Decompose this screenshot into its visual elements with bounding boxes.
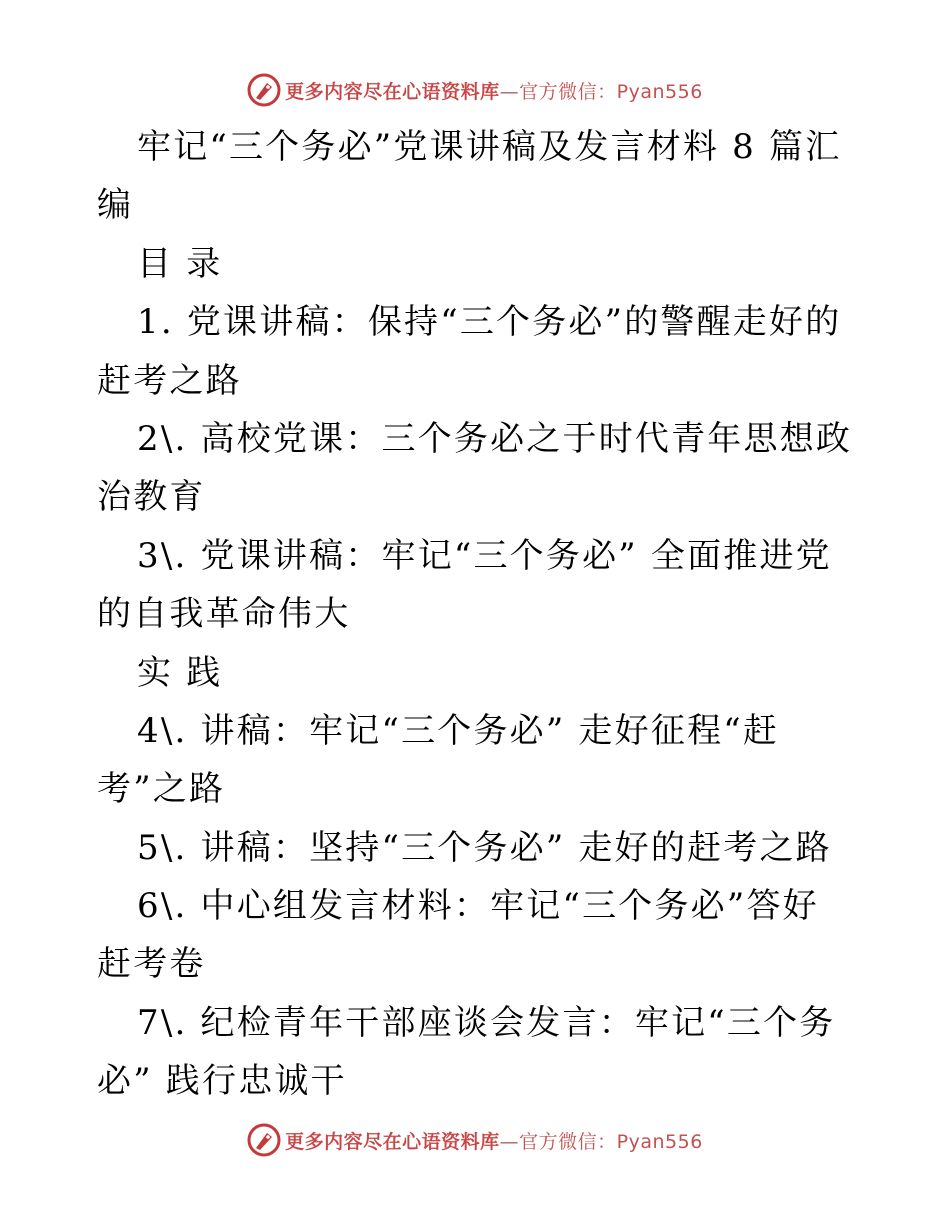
toc-item-2-line-1: 2\. 高校党课：三个务必之于时代青年思想政 <box>137 418 853 459</box>
toc-item-4-line-2: 考”之路 <box>97 769 226 810</box>
document-title-line-2: 编 <box>97 185 134 226</box>
toc-item-1-line-1: 1. 党课讲稿：保持“三个务必”的警醒走好的 <box>137 302 842 343</box>
header-banner-separator: — <box>499 80 520 103</box>
footer-banner-separator: — <box>499 1130 520 1153</box>
footer-banner-text <box>285 1127 703 1154</box>
header-banner-text <box>285 77 703 104</box>
header-banner-contact: 官方微信：Pyan556 <box>519 80 703 103</box>
header-banner <box>0 70 950 110</box>
toc-item-7-line-2: 必” 践行忠诚干 <box>97 1061 347 1102</box>
toc-item-6-line-1: 6\. 中心组发言材料：牢记“三个务必”答好 <box>137 886 819 927</box>
toc-item-1-line-2: 赶考之路 <box>97 360 242 401</box>
footer-banner-contact: 官方微信：Pyan556 <box>519 1130 703 1153</box>
toc-item-3-line-3: 实 践 <box>137 652 223 693</box>
toc-item-3-line-2: 的自我革命伟大 <box>97 594 351 635</box>
footer-banner <box>0 1120 950 1160</box>
toc-item-3-line-1: 3\. 党课讲稿：牢记“三个务必” 全面推进党 <box>137 535 832 576</box>
toc-item-5-line-1: 5\. 讲稿：坚持“三个务必” 走好的赶考之路 <box>137 827 832 868</box>
pen-nib-logo-icon <box>247 73 281 107</box>
toc-item-2-line-2: 治教育 <box>97 477 206 518</box>
header-banner-prefix: 更多内容尽在心语资料库 <box>285 80 500 103</box>
footer-banner-prefix: 更多内容尽在心语资料库 <box>285 1130 500 1153</box>
toc-item-4-line-1: 4\. 讲稿：牢记“三个务必” 走好征程“赶 <box>137 710 780 751</box>
document-title-line-1: 牢记“三个务必”党课讲稿及发言材料 8 篇汇 <box>137 127 842 167</box>
toc-heading: 目 录 <box>137 243 223 284</box>
pen-nib-logo-icon <box>247 1123 281 1157</box>
toc-item-7-line-1: 7\. 纪检青年干部座谈会发言：牢记“三个务 <box>137 1002 836 1043</box>
toc-item-6-line-2: 赶考卷 <box>97 944 206 985</box>
document-body <box>97 118 853 1111</box>
